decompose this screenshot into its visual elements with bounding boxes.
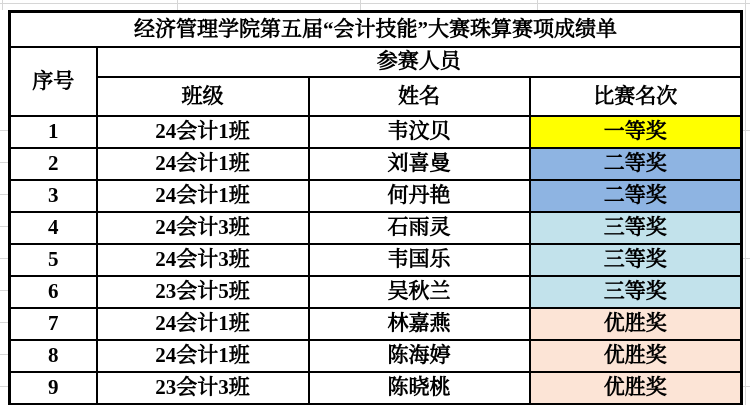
- sheet-gridline: [0, 3, 750, 4]
- cell-rank[interactable]: 优胜奖: [530, 372, 742, 404]
- cell-class[interactable]: 24会计1班: [97, 308, 309, 340]
- cell-name[interactable]: 吴秋兰: [309, 276, 530, 308]
- cell-name[interactable]: 何丹艳: [309, 180, 530, 212]
- cell-serial-no[interactable]: 1: [10, 116, 97, 148]
- cell-name[interactable]: 石雨灵: [309, 212, 530, 244]
- cell-class[interactable]: 24会计1班: [97, 180, 309, 212]
- sheet-gridline: [360, 0, 361, 10]
- column-group-header-participants[interactable]: 参赛人员: [97, 47, 742, 77]
- cell-serial-no[interactable]: 7: [10, 308, 97, 340]
- cell-class[interactable]: 24会计3班: [97, 244, 309, 276]
- cell-rank[interactable]: 优胜奖: [530, 308, 742, 340]
- cell-class[interactable]: 24会计1班: [97, 116, 309, 148]
- sheet-gridline: [537, 0, 538, 10]
- cell-serial-no[interactable]: 8: [10, 340, 97, 372]
- page-title: 经济管理学院第五届“会计技能”大赛珠算赛项成绩单: [10, 12, 742, 48]
- sheet-gridline: [177, 0, 178, 10]
- cell-serial-no[interactable]: 3: [10, 180, 97, 212]
- sheet-gridline: [2, 0, 3, 10]
- table-row: [10, 116, 742, 148]
- cell-class[interactable]: 24会计1班: [97, 340, 309, 372]
- score-table: [8, 10, 743, 405]
- table-row: [10, 180, 742, 212]
- sheet-gridline: [742, 130, 750, 131]
- cell-rank[interactable]: 三等奖: [530, 212, 742, 244]
- table-header-section: [10, 12, 742, 117]
- sheet-gridline: [742, 386, 750, 387]
- column-header-no[interactable]: 序号: [10, 47, 97, 116]
- column-header-class[interactable]: 班级: [97, 77, 309, 116]
- cell-rank[interactable]: 优胜奖: [530, 340, 742, 372]
- table-row: [10, 340, 742, 372]
- cell-class[interactable]: 24会计3班: [97, 212, 309, 244]
- table-row: [10, 372, 742, 404]
- sheet-gridline: [745, 0, 746, 405]
- cell-serial-no[interactable]: 6: [10, 276, 97, 308]
- cell-serial-no[interactable]: 9: [10, 372, 97, 404]
- table-row: [10, 276, 742, 308]
- cell-class[interactable]: 23会计3班: [97, 372, 309, 404]
- sub-header-row: [10, 77, 742, 116]
- table-body: [10, 116, 742, 404]
- cell-serial-no[interactable]: 2: [10, 148, 97, 180]
- cell-serial-no[interactable]: 5: [10, 244, 97, 276]
- cell-name[interactable]: 韦国乐: [309, 244, 530, 276]
- group-header-row: [10, 47, 742, 77]
- table-row: [10, 308, 742, 340]
- sheet-gridline: [742, 258, 750, 259]
- cell-rank[interactable]: 二等奖: [530, 180, 742, 212]
- table-row: [10, 244, 742, 276]
- cell-name[interactable]: 刘喜曼: [309, 148, 530, 180]
- column-header-name[interactable]: 姓名: [309, 77, 530, 116]
- table-row: [10, 148, 742, 180]
- cell-name[interactable]: 陈晓桃: [309, 372, 530, 404]
- column-header-rank[interactable]: 比赛名次: [530, 77, 742, 116]
- cell-name[interactable]: 陈海婷: [309, 340, 530, 372]
- table-row: [10, 212, 742, 244]
- cell-name[interactable]: 林嘉燕: [309, 308, 530, 340]
- cell-rank[interactable]: 三等奖: [530, 276, 742, 308]
- cell-rank[interactable]: 一等奖: [530, 116, 742, 148]
- title-row: [10, 12, 742, 48]
- cell-class[interactable]: 23会计5班: [97, 276, 309, 308]
- cell-serial-no[interactable]: 4: [10, 212, 97, 244]
- cell-class[interactable]: 24会计1班: [97, 148, 309, 180]
- cell-rank[interactable]: 三等奖: [530, 244, 742, 276]
- cell-name[interactable]: 韦汶贝: [309, 116, 530, 148]
- cell-rank[interactable]: 二等奖: [530, 148, 742, 180]
